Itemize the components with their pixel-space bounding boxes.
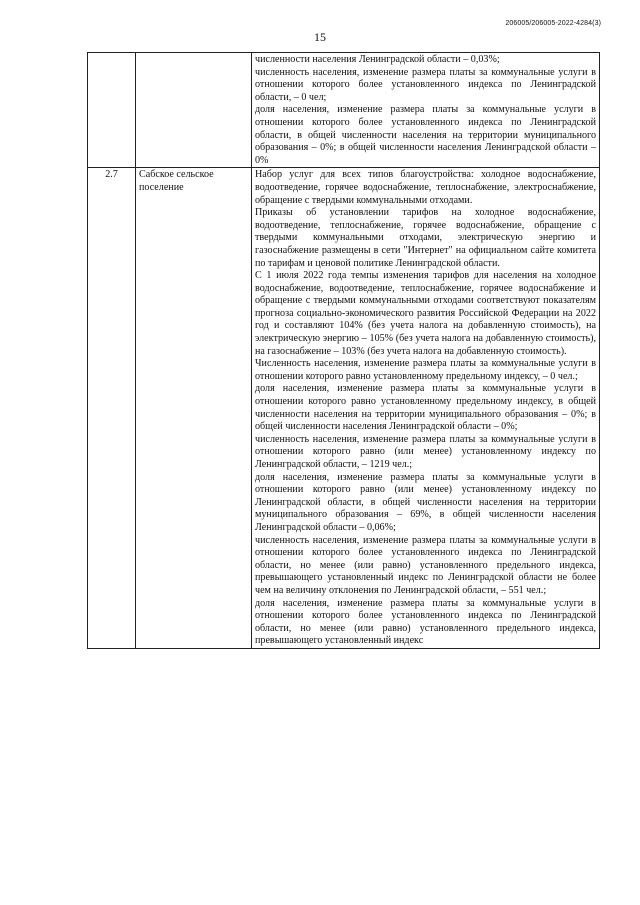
paragraph: Численность населения, изменение размера платы за коммунальные услуги в отношении которого равно установленному предельному индексу, – 0 чел.; [255, 358, 596, 382]
table-row-2-7 [88, 168, 600, 649]
paragraph: Набор услуг для всех типов благоустройства: холодное водоснабжение, водоотведение, горячее водоснабжение, теплоснабжение, электроснабжение, обращение с твердыми коммунальными отходами. [255, 169, 596, 206]
paragraph: Приказы об установлении тарифов на холодное водоснабжение, водоотведение, теплоснабжение, горячее водоснабжение, обращение с твердыми коммунальными отходами, электрическую энергию и газоснабжение размещены в сети "Интернет" на официальном сайте комитета по тарифам и ценовой политике Ленинградской области. [255, 207, 596, 269]
name-cell-empty [136, 53, 252, 168]
paragraph: доля населения, изменение размера платы за коммунальные услуги в отношении которого равно установленному предельному индексу, в общей численности населения на территории муниципального образования – 0%; в общей численности населения Ленинградской области – 0%; [255, 383, 596, 433]
paragraph: численность населения, изменение размера платы за коммунальные услуги в отношении которого более установленного индекса по Ленинградской области, – 0 чел; [255, 66, 596, 103]
paragraph: численность населения, изменение размера платы за коммунальные услуги в отношении которого более установленного индекса по Ленинградской области, но менее (или равно) установленного предельного индекса, превышающего установленный индекс по Ленинградской области не более чем на величину отклонения по Ленинградской области, – 551 чел.; [255, 534, 596, 596]
row-number: 2.7 [88, 168, 136, 649]
description-cell [252, 53, 600, 168]
paragraph: доля населения, изменение размера платы за коммунальные услуги в отношении которого более установленного индекса по Ленинградской области, в общей численности населения на территории муниципального образования – 0%; в общей численности населения Ленинградской области – 0% [255, 104, 596, 166]
description-cell [252, 168, 600, 649]
paragraph: доля населения, изменение размера платы за коммунальные услуги в отношении которого равно (или менее) установленному индексу по Ленинградской области, в общей численности населения на территории муниципального образования – 69%, в общей численности населения Ленинградской области – 0,06%; [255, 471, 596, 533]
paragraph: С 1 июля 2022 года темпы изменения тарифов для населения на холодное водоснабжение, водоотведение, теплоснабжение, горячее водоснабжение и обращение с твердыми коммунальными отходами соответствуют показателям прогноза социально-экономического развития Российской Федерации на 2022 год и составляют 104% (без учета налога на добавленную стоимость), на электрическую энергию – 105% (без учета налога на добавленную стоимость), на газоснабжение – 103% (без учета налога на добавленную стоимость). [255, 270, 596, 357]
paragraph: доля населения, изменение размера платы за коммунальные услуги в отношении которого более установленного индекса по Ленинградской области, но менее (или равно) установленного предельного индекса, превышающего установленный индекс [255, 597, 596, 647]
paragraph: численности населения Ленинградской области – 0,03%; [255, 54, 500, 65]
number-cell-empty [88, 53, 136, 168]
settlement-name: Сабское сельское поселение [136, 168, 252, 649]
paragraph: численность населения, изменение размера платы за коммунальные услуги в отношении которого равно (или менее) установленному индексу по Ленинградской области, – 1219 чел.; [255, 433, 596, 470]
page-number: 15 [314, 30, 326, 44]
table-row-continued [88, 53, 600, 168]
document-code: 206005/206005-2022-4284(3) [505, 20, 601, 27]
tariff-table [87, 52, 600, 649]
